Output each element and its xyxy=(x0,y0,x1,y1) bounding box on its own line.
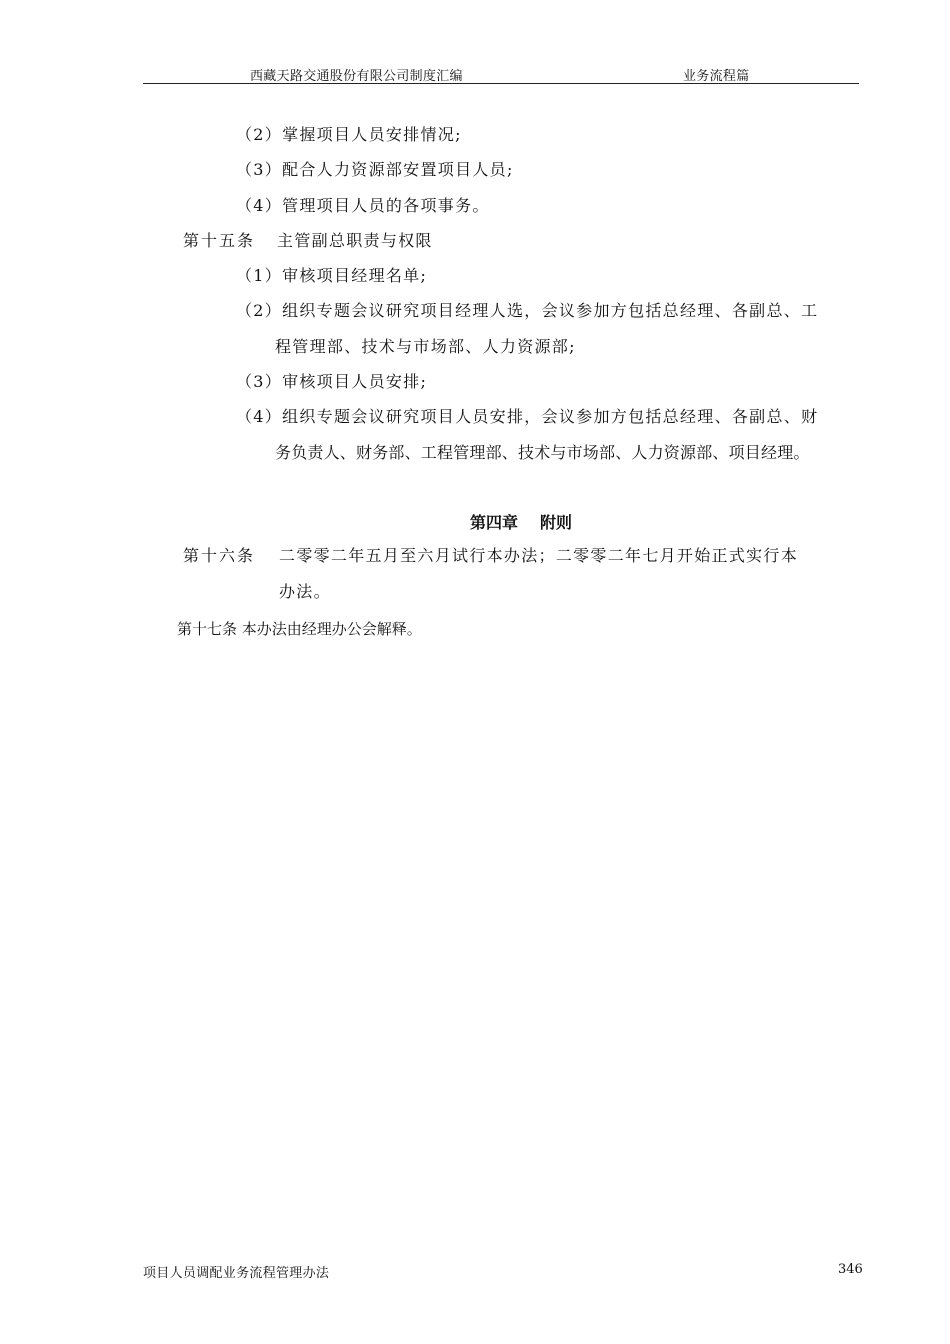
clause-line: （2）掌握项目人员安排情况; xyxy=(236,125,462,144)
article-16-continued: 办法。 xyxy=(279,582,331,601)
chapter-number: 第四章 xyxy=(469,513,518,532)
clause-line: （2）组织专题会议研究项目经理人选，会议参加方包括总经理、各副总、工 xyxy=(236,301,819,320)
clause-line: （4）管理项目人员的各项事务。 xyxy=(236,196,490,215)
article-number: 第十六条 xyxy=(183,546,256,565)
clause-line: （1）审核项目经理名单; xyxy=(236,266,428,285)
chapter-heading xyxy=(0,512,950,534)
clause-line: （3）审核项目人员安排; xyxy=(236,372,428,391)
article-text: 二零零二年五月至六月试行本办法；二零零二年七月开始正式实行本 xyxy=(279,546,799,565)
page-number: 346 xyxy=(838,1262,863,1277)
header-company-title: 西藏天路交通股份有限公司制度汇编 xyxy=(250,69,463,84)
footer-document-title: 项目人员调配业务流程管理办法 xyxy=(143,1266,330,1281)
header-divider xyxy=(143,83,859,84)
article-15-heading xyxy=(183,230,433,252)
clause-line-continued: 务负责人、财务部、工程管理部、技术与市场部、人力资源部、项目经理。 xyxy=(275,443,810,462)
article-title: 主管副总职责与权限 xyxy=(277,231,433,250)
article-17: 第十七条 本办法由经理办公会解释。 xyxy=(177,620,422,638)
header-section-title: 业务流程篇 xyxy=(683,69,750,84)
clause-line-continued: 程管理部、技术与市场部、人力资源部; xyxy=(275,337,576,356)
chapter-title: 附则 xyxy=(540,513,573,532)
article-number: 第十五条 xyxy=(183,231,256,250)
clause-line: （4）组织专题会议研究项目人员安排，会议参加方包括总经理、各副总、财 xyxy=(236,407,819,426)
page-header xyxy=(0,63,950,85)
clause-line: （3）配合人力资源部安置项目人员; xyxy=(236,160,514,179)
article-16 xyxy=(183,545,798,567)
